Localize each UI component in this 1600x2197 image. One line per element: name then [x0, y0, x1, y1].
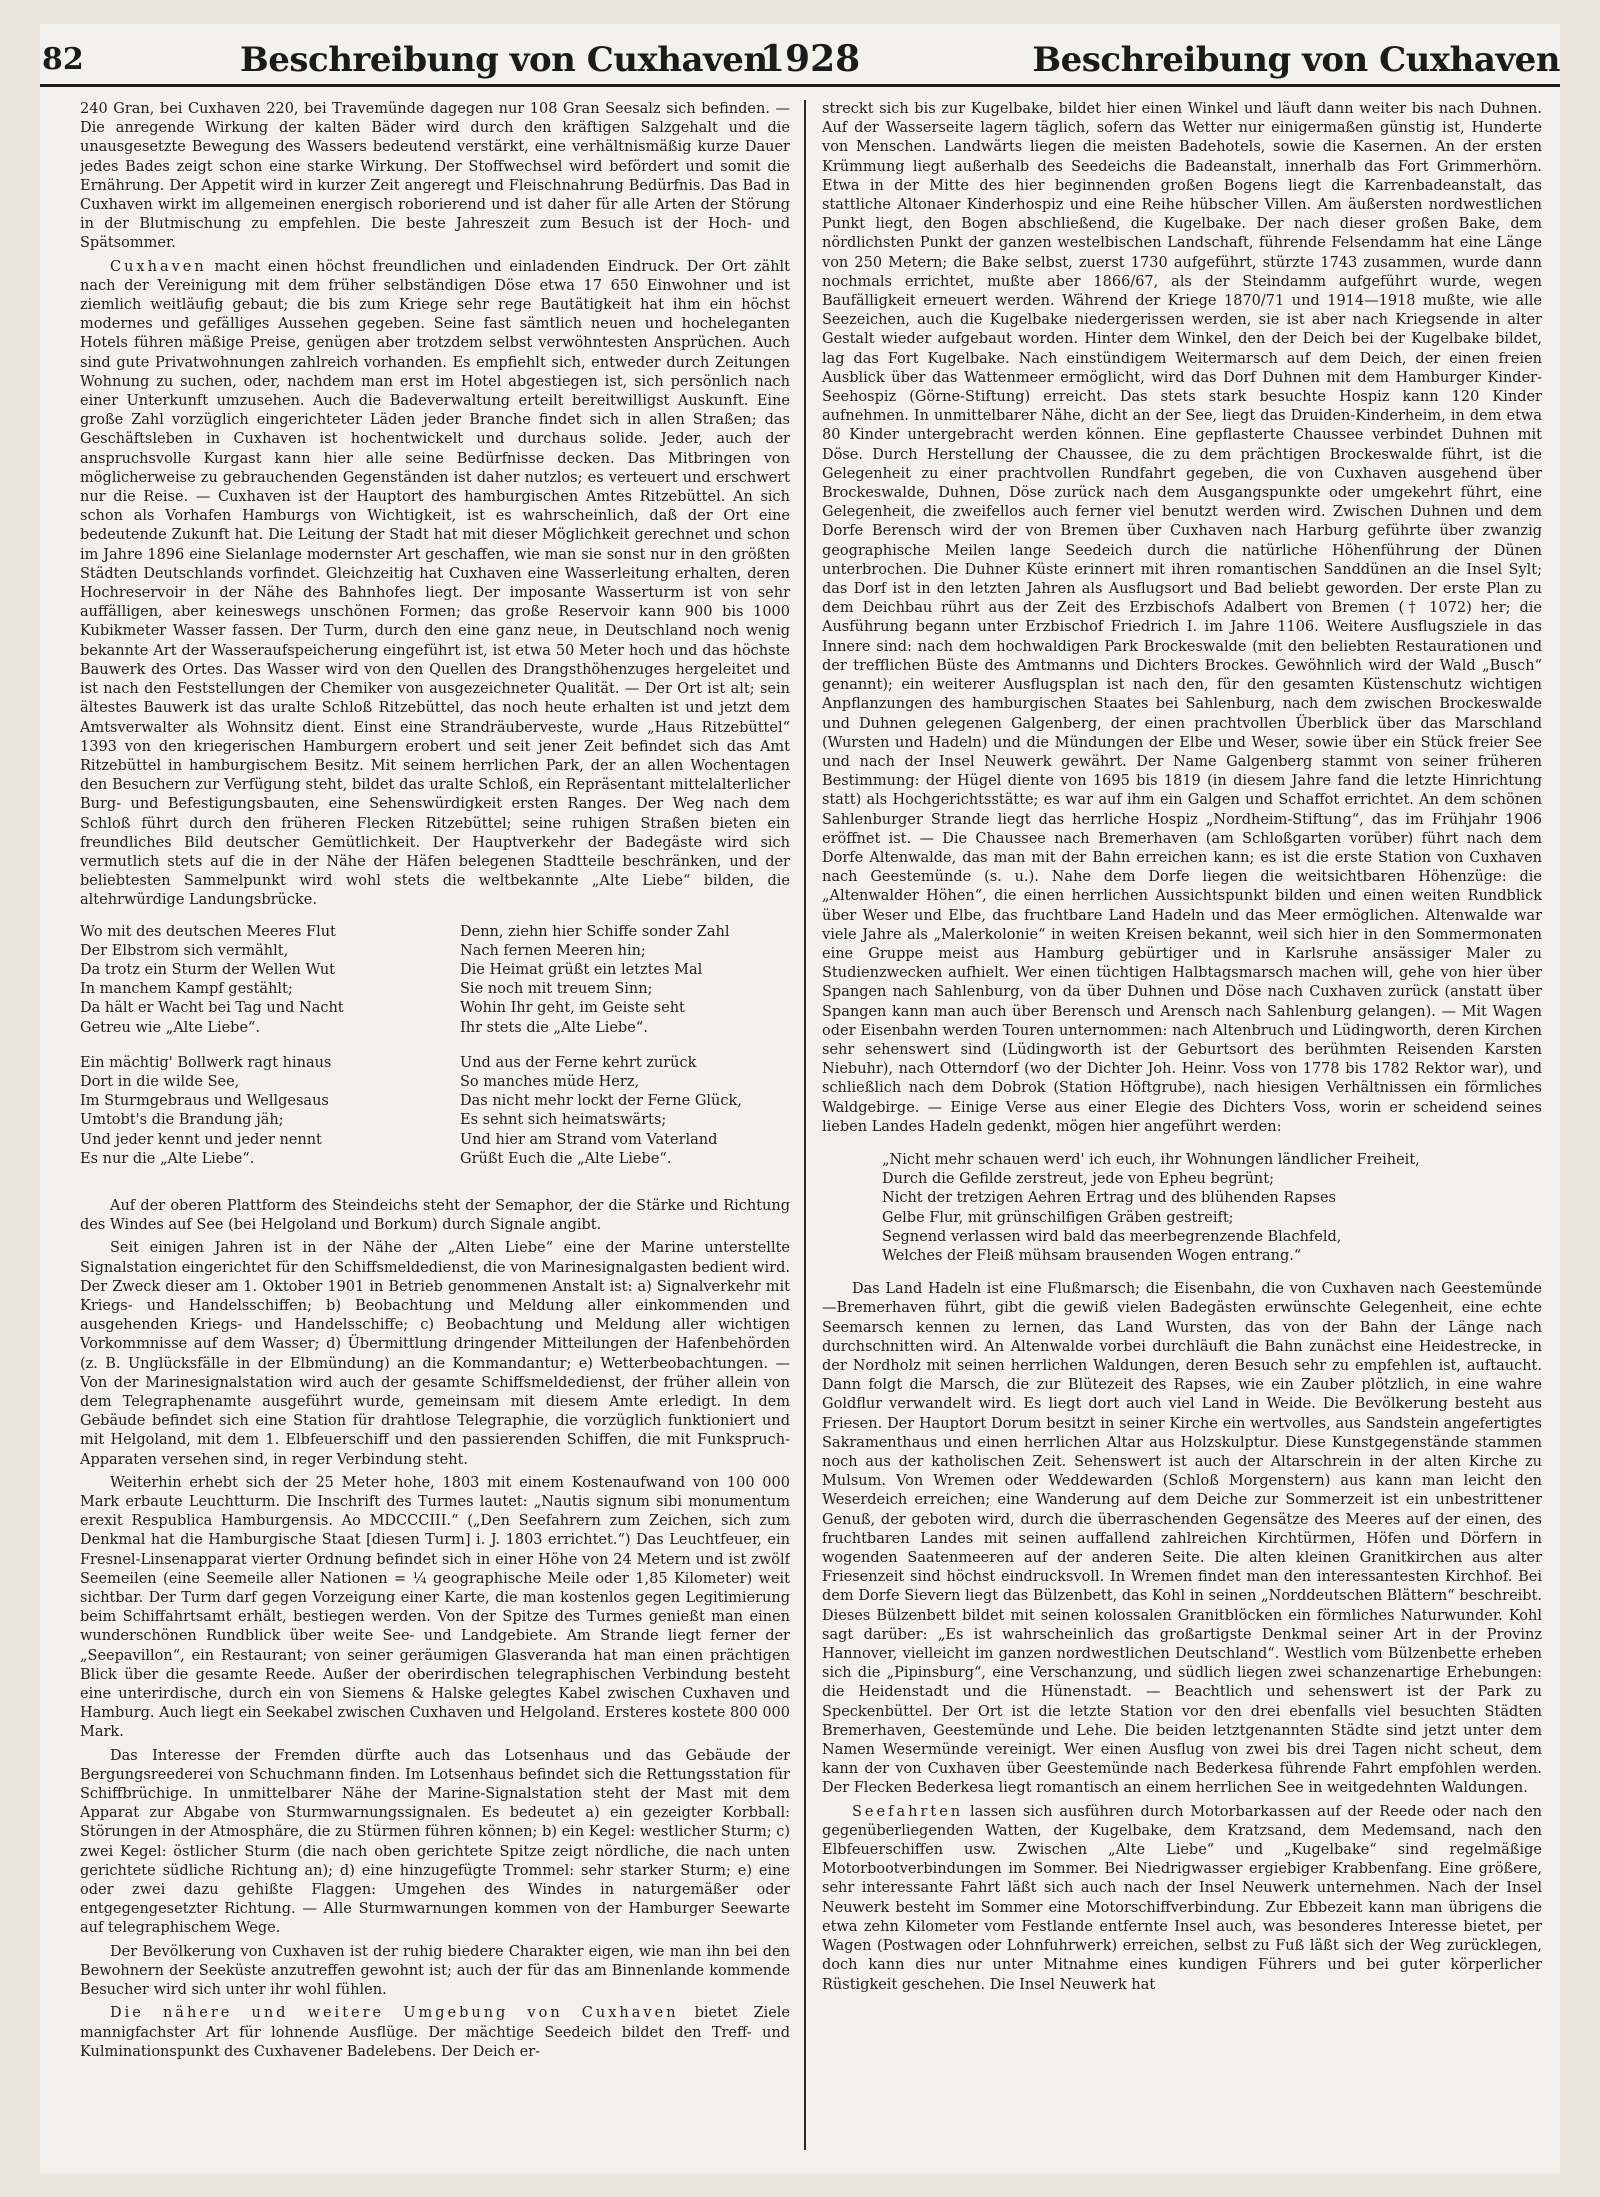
left-column — [80, 100, 790, 2160]
paragraph-seefahrten — [822, 1803, 1542, 1995]
poem-line: Es nur die „Alte Liebe“. — [80, 1150, 255, 1167]
lead-seefahrten: Seefahrten — [852, 1803, 964, 1820]
poem-line: Denn, ziehn hier Schiffe sonder Zahl — [460, 923, 730, 940]
poem-line: „Nicht mehr schauen werd' ich euch, ihr Wohnungen ländlicher Freiheit, — [882, 1151, 1420, 1168]
poem-line: Dort in die wilde See, — [80, 1073, 240, 1090]
poem-stanza — [80, 1054, 410, 1169]
poem-line: Umtobt's die Brandung jäh; — [80, 1112, 284, 1129]
poem-line: Wohin Ihr geht, im Geiste seht — [460, 1000, 685, 1017]
poem-stanza — [460, 923, 790, 1038]
poem-line: Durch die Gefilde zerstreut, jede von Epheu begrünt; — [882, 1171, 1274, 1188]
newspaper-page — [40, 24, 1560, 2174]
poem-line: Die Heimat grüßt ein letztes Mal — [460, 961, 703, 978]
paragraph-sea-salt: 240 Gran, bei Cuxhaven 220, bei Travemünde dagegen nur 108 Gran Seesalz sich befinden. — Die anregende Wirkung der kalten Bäder wird durch den kräftigen Salzgehalt und die unausgesetzte Bewegung des Wassers bedeutend verstärkt, eine verhältnismäßig kurze Dauer jedes Bades zeigt schon eine starke Wirkung. Der Stoffwechsel wird befördert und somit die Ernährung. Der Appetit wird in kurzer Zeit angeregt und Fleischnahrung Bedürfnis. Das Bad in Cuxhaven wirkt im allgemeinen energisch roborierend und ist daher für alle Arten der Störung in der Blutmischung zu empfehlen. Die beste Jahreszeit zum Besuch ist der Hoch- und Spätsommer. — [80, 101, 790, 252]
right-column — [822, 100, 1542, 2160]
poem-line: Welches der Fleiß mühsam brausenden Wogen entrang.“ — [882, 1247, 1302, 1264]
paragraph-lighthouse: Weiterhin erhebt sich der 25 Meter hohe, 1803 mit einem Kostenaufwand von 100 000 Mark erbaute Leuchtturm. Die Inschrift des Turmes lautet: „Nautis signum sibi monumentum erexit Respublica Hamburgensis. Ao MDCCCIII.“ („Den Seefahrern zum Zeichen, sich zum Denkmal hat die Hamburgische Staat [diesen Turm] i. J. 1803 errichtet.“) Das Leuchtfeuer, ein Fresnel-Linsenapparat vierter Ordnung befindet sich in einer Höhe von 24 Metern und ist zwölf Seemeilen (eine Seemeile aller Nationen = ¼ geographische Meile oder 1,85 Kilometer) weit sichtbar. Der Turm darf gegen Vorzeigung einer Karte, die man kostenlos gegen Legitimierung beim Schiffahrtsamt erhält, bestiegen werden. Von der Spitze des Turmes genießt man einen wunderschönen Rundblick über weite See- und Landgebiete. Am Strande liegt ferner der „Seepavillon“, ein Restaurant; von seiner geräumigen Glasveranda hat man einen prächtigen Blick über die gesamte Reede. Außer der oberirdischen telegraphischen Verbindung besteht eine unterirdische, durch ein von Siemens & Halske gelegtes Kabel zwischen Cuxhaven und Hamburg. Auch liegt ein Seekabel zwischen Cuxhaven und Helgoland. Ersteres kostete 800 000 Mark. — [80, 1474, 790, 1741]
poem-line: Sie noch mit treuem Sinn; — [460, 981, 653, 998]
poem-stanza — [80, 923, 410, 1038]
poem-voss-elegy — [882, 1151, 1542, 1266]
paragraph-seedeich: streckt sich bis zur Kugelbake, bildet hier einen Winkel und läuft dann weiter bis nach Duhnen. Auf der Wasserseite lagern täglich, sofern das Wetter nur einigermaßen günstig ist, Hunderte von Menschen. Landwärts liegen die meisten Badehotels, sowie die Kasernen. An der ersten Krümmung liegt außerhalb des Seedeichs die Badeanstalt, innerhalb das Fort Grimmerhörn. Etwa in der Mitte des hier beginnenden großen Bogens liegt die Karrenbadeanstalt, das stattliche Altonaer Kinderhospiz und eine Reihe hübscher Villen. Am äußersten nordwestlichen Punkt liegt, den Bogen abschließend, die Kugelbake. Der nach dieser großen Bake, dem nördlichsten Punkt der ganzen westelbischen Landschaft, führende Felsendamm hat eine Länge von 250 Metern; die Bake selbst, zuerst 1730 aufgeführt, stürzte 1743 zusammen, wurde dann nochmals errichtet, mußte aber 1866/67, als der Steindamm aufgeführt wurde, wegen Baufälligkeit erneuert werden. Während der Kriege 1870/71 und 1914—1918 mußte, wie alle Seezeichen, auch die Kugelbake niedergerissen werden, sie ist aber nach Kriegsende in alter Gestalt wieder aufgebaut worden. Hinter dem Winkel, den der Deich bei der Kugelbake bildet, lag das Fort Kugelbake. Nach einstündigem Weitermarsch auf dem Deich, der einen freien Ausblick über das Wattenmeer ermöglicht, wird das Dorf Duhnen mit dem Hamburger Kinder-Seehospiz (Görne-Stiftung) erreicht. Das stets stark besuchte Hospiz kann 120 Kinder aufnehmen. In unmittelbarer Nähe, dicht an der See, liegt das Druiden-Kinderheim, in dem etwa 80 Kinder untergebracht werden können. Eine gepflasterte Chaussee verbindet Duhnen mit Döse. Durch Herstellung der Chaussee, die zu dem prächtigen Brockeswalde führt, ist die Gelegenheit zu einer prachtvollen Rundfahrt gegeben, die von Cuxhaven ausgehend über Brockeswalde, Duhnen, Döse zurück nach dem Ausgangspunkte oder umgekehrt führt, eine Gelegenheit, die zweifellos auch ferner viel benutzt werden wird. Zwischen Duhnen und dem Dorfe Berensch wird der von Bremen über Cuxhaven nach Harburg geführte über zwanzig geographische Meilen lange Seedeich durch die natürliche Höhenführung der Dünen unterbrochen. Die Duhner Küste erinnert mit ihren romantischen Sanddünen an die Insel Sylt; das Dorf ist in den letzten Jahren als Ausflugsort und Bad beliebt geworden. Der erste Plan zu dem Deichbau rührt aus der Zeit des Erzbischofs Adalbert von Bremen († 1072) her; die Ausführung begann unter Erzbischof Friedrich I. im Jahre 1106. Weitere Ausflugsziele in das Innere sind: nach dem hochwaldigen Park Brockeswalde (mit den beliebten Restaurationen und der trefflichen Büste des Amtmanns und Dichters Brockes. Gewöhnlich wird der Wald „Busch“ genannt); ein weiterer Ausflugsplan ist nach den, für den gesamten Küstenschutz wichtigen Anpflanzungen des hamburgischen Staates bei Sahlenburg, nach dem zwischen Brockeswalde und Duhnen gelegenen Galgenberg, der einen prachtvollen Überblick über das Marschland (Wursten und Hadeln) und die Mündungen der Elbe und Weser, sowie über ein Stück freier See und nach der Insel Neuwerk gewährt. Der Name Galgenberg stammt von seiner früheren Bestimmung: der Hügel diente von 1695 bis 1819 (in diesem Jahre fand die letzte Hinrichtung statt) als Hochgerichtsstätte; es war auf ihm ein Galgen und Schaffot errichtet. An dem schönen Sahlenburger Strande liegt das herrliche Hospiz „Nordheim-Stiftung“, das im Frühjahr 1906 eröffnet ist. — Die Chaussee nach Bremerhaven (am Schloßgarten vorüber) führt nach dem Dorfe Altenwalde, das man mit der Bahn erreichen kann; es ist die erste Station von Cuxhaven nach Geestemünde (s. u.). Nahe dem Dorfe liegen die weitsichtbaren Höhenzüge: die „Altenwalder Höhen“, die einen herrlichen Aussichtspunkt bilden und einen weiten Rundblick über Weser und Elbe, das fruchtbare Land Hadeln und das Meer ermöglichen. Altenwalde war viele Jahre als „Malerkolonie“ in weiten Kreisen bekannt, weil sich hier in den Sommermonaten eine Gruppe meist aus Hamburg gebürtiger und in Karlsruhe ansässiger Maler zu Studienzwecken aufhielt. Wer einen tüchtigen Halbtagsmarsch machen will, gehe von hier über Spangen nach Sahlenburg, von da über Duhnen und Döse nach Cuxhaven zurück (anstatt über Spangen kann man auch über Berensch und Arensch nach Sahlenburg gelangen). — Mit Wagen oder Eisenbahn werden Touren unternommen: nach Altenbruch und Lüdingworth, deren Kirchen sehr sehenswert sind (Lüdingworth ist der Geburtsort des berühmten Reisenden Karsten Niebuhr), nach Otterndorf (wo der Dichter Joh. Heinr. Voss von 1778 bis 1782 Rektor war), und schließlich nach dem Dobrok (Station Höftgrube), nach hiesigen Verhältnissen ein förmliches Waldgebirge. — Einige Verse aus einer Elegie des Dichters Voss, worin er scheidend seines lieben Landes Hadeln gedenkt, mögen hier angeführt werden: — [822, 101, 1542, 1135]
poem-line: Da trotz ein Sturm der Wellen Wut — [80, 961, 335, 978]
poem-line: Im Sturmgebraus und Wellgesaus — [80, 1093, 329, 1110]
paragraph-seefahrten-text: lassen sich ausführen durch Motorbarkassen auf der Reede oder nach den gegenüberliegenden Watten, der Kugelbake, dem Kratzsand, dem Medemsand, nach den Elbfeuerschiffen usw. Zwischen „Alte Liebe“ und „Kugelbake“ sind regelmäßige Motorbootverbindungen im Sommer. Bei Niedrigwasser ergiebiger Krabbenfang. Eine größere, sehr interessante Fahrt läßt sich auch nach der Insel Neuwerk unternehmen. Nach der Insel Neuwerk besteht im Sommer eine Motorschiffverbindung. Zur Ebbezeit kann man übrigens die etwa zehn Kilometer vom Festlande entfernte Insel auch, was besonderes Interesse bietet, per Wagen (Postwagen oder Lohnfuhrwerk) erreichen, selbst zu Fuß läßt sich der Weg zurücklegen, doch kann dies nur unter Mitnahme eines kundigen Führers und bei guter körperlicher Rüstigkeit geschehen. Die Insel Neuwerk hat — [822, 1803, 1542, 1993]
poem-stanza — [460, 1054, 790, 1169]
poem-line: So manches müde Herz, — [460, 1073, 640, 1090]
poem-line: Und jeder kennt und jeder nennt — [80, 1131, 322, 1148]
poem-line: Grüßt Euch die „Alte Liebe“. — [460, 1150, 672, 1167]
poem-line: Nicht der tretzigen Aehren Ertrag und des blühenden Rapses — [882, 1190, 1336, 1207]
paragraph-surroundings — [80, 2004, 790, 2062]
paragraph-land-hadeln: Das Land Hadeln ist eine Flußmarsch; die Eisenbahn, die von Cuxhaven nach Geestemünde—Bremerhaven führt, gibt die gewiß vielen Badegästen erwünschte Gelegenheit, eine echte Seemarsch kennen zu lernen, das Land Wursten, das von der Bahn der Länge nach durchschnitten wird. An Altenwalde vorbei durchläuft die Bahn zunächst eine Heidestrecke, in der Nordholz mit seinen herrlichen Waldungen, deren Besuch sehr zu empfehlen ist, auftaucht. Dann folgt die Marsch, die zur Blütezeit des Rapses, wie ein Zauber plötzlich, in eine wahre Goldflur verwandelt wird. Es liegt dort auch viel Land in Weide. Die Bevölkerung besteht aus Friesen. Der Hauptort Dorum besitzt in seiner Kirche ein wertvolles, aus Sandstein angefertigtes Sakramenthaus und einen herrlichen Altar aus Holzskulptur. Diese Kunstgegenstände stammen noch aus der katholischen Zeit. Sehenswert ist auch der Altarschrein in der alten Kirche zu Mulsum. Von Wremen oder Weddewarden (Schloß Morgenstern) aus kann man leicht den Weserdeich erreichen; eine Wanderung auf dem Deiche zur Sommerzeit ist ein unbestrittener Genuß, der geboten wird, durch die überraschenden Gegensätze des Meeres auf der einen, des fruchtbaren Landes mit seinen auffallend zahlreichen Kirchtürmen, Höfen und Dörfern in wogenden Saatenmeeren auf der anderen Seite. Die alten kleinen Granitkirchen aus alter Friesenzeit sind höchst eindrucksvoll. In Wremen findet man den interessantesten Kirchhof. Bei dem Dorfe Sievern liegt das Bülzenbett, das Kohl in seinen „Norddeutschen Blättern“ beschreibt. Dieses Bülzenbett bildet mit seinen kolossalen Granitblöcken ein förmliches Naturwunder. Kohl sagt darüber: „Es ist wahrscheinlich das großartigste Denkmal seiner Art in der Provinz Hannover, vielleicht im ganzen nordwestlichen Deutschland“. Westlich vom Bülzenbette erheben sich die „Pipinsburg“, eine Verschanzung, und südlich liegen zwei schanzenartige Erhebungen: die Heidenstadt und die Hünenstadt. — Beachtlich und sehenswert ist der Park zu Speckenbüttel. Der Ort ist die letzte Station vor den drei ebenfalls viel besuchten Städten Bremerhaven, Geestemünde und Lehe. Die beiden letztgenannten Städte sind jetzt unter dem Namen Wesermünde vereinigt. Wer einen Ausflug von zwei bis drei Tagen nicht scheut, dem kann der von Cuxhaven über Geestemünde nach Bederkesa führende Fahrt empfohlen werden. Der Flecken Bederkesa liegt romantisch an einem herrlichen See in weitgedehnten Waldungen. — [822, 1281, 1542, 1797]
paragraph-cuxhaven-intro — [80, 258, 790, 911]
year-heading: 1928 — [760, 38, 861, 80]
poem-line: Ihr stets die „Alte Liebe“. — [460, 1019, 648, 1036]
poem-line: Da hält er Wacht bei Tag und Nacht — [80, 1000, 344, 1017]
lead-surroundings: Die nähere und weitere Umgebung von Cuxhaven — [110, 2005, 679, 2022]
paragraph-population: Der Bevölkerung von Cuxhaven ist der ruhig biedere Charakter eigen, wie man ihn bei den Bewohnern der Seeküste anzutreffen gewohnt ist; auch der für das am Binnenlande kommende Besucher wird sich unter ihr wohl fühlen. — [80, 1943, 790, 1999]
running-title-left: Beschreibung von Cuxhaven — [240, 40, 768, 80]
poem-line: Nach fernen Meeren hin; — [460, 942, 646, 959]
column-divider — [804, 100, 806, 2150]
poem-right-column — [460, 923, 790, 1185]
poem-line: Und aus der Ferne kehrt zurück — [460, 1054, 697, 1071]
poem-line: Wo mit des deutschen Meeres Flut — [80, 923, 336, 940]
paragraph-pilot-house: Das Interesse der Fremden dürfte auch das Lotsenhaus und das Gebäude der Bergungsreederei von Schuchmann finden. Im Lotsenhaus befindet sich die Rettungsstation für Schiffbrüchige. In unmittelbarer Nähe der Marine-Signalstation steht der Mast mit dem Apparat zur Abgabe von Sturmwarnungssignalen. Es bedeutet a) ein gezeigter Korbball: Störungen in der Atmosphäre, die zu Stürmen führen können; b) ein Kegel: westlicher Sturm; c) zwei Kegel: östlicher Sturm (die nach oben gerichtete Spitze zeigt nördliche, die nach unten gerichtete südliche Richtung an); d) eine hinzugefügte Trommel: sehr starker Sturm; e) eine oder zwei dazu gehißte Flaggen: Umgehen des Windes in naturgemäßer oder entgegengesetzter Richtung. — Alle Sturmwarnungen kommen von der Hamburger Seewarte auf telegraphischem Wege. — [80, 1747, 790, 1937]
paragraph-signal-station: Seit einigen Jahren ist in der Nähe der „Alten Liebe“ eine der Marine unterstellte Signalstation eingerichtet für den Schiffsmeldedienst, die von Marinesignalgasten bedient wird. Der Zweck dieser am 1. Oktober 1901 in Betrieb genommenen Anstalt ist: a) Signalverkehr mit Kriegs- und Handelsschiffen; b) Beobachtung und Meldung aller einkommenden und ausgehenden Kriegs- und Handelsschiffe; c) Beobachtung und Meldung aller wichtigen Vorkommnisse auf dem Wasser; d) Übermittlung dringender Mitteilungen der Hafenbehörden (z. B. Unglücksfälle in der Elbmündung) an die Kommandantur; e) Wetterbeobachtungen. — Von der Marinesignalstation wird auch der gesamte Schiffsmeldedienst, der früher allein von dem Telegraphenamte ausgeführt wurde, gemeinsam mit diesem Amte erledigt. In dem Gebäude befindet sich eine Station für drahtlose Telegraphie, die vorzüglich funktioniert und mit Helgoland, mit dem 1. Elbfeuerschiff und den passierenden Schiffen, die mit Funkspruch-Apparaten versehen sind, in reger Verbindung steht. — [80, 1240, 790, 1468]
poem-line: Das nicht mehr lockt der Ferne Glück, — [460, 1093, 742, 1110]
poem-line: Der Elbstrom sich vermählt, — [80, 942, 289, 959]
poem-line: Gelbe Flur, mit grünschilfigen Gräben gestreift; — [882, 1209, 1234, 1226]
poem-line: In manchem Kampf gestählt; — [80, 981, 293, 998]
poem-line: Ein mächtig' Bollwerk ragt hinaus — [80, 1054, 332, 1071]
page-number: 82 — [42, 42, 84, 77]
poem-line: Und hier am Strand vom Vaterland — [460, 1131, 718, 1148]
poem-left-column — [80, 923, 410, 1185]
poem-line: Getreu wie „Alte Liebe“. — [80, 1019, 261, 1036]
paragraph-semaphor: Auf der oberen Plattform des Steindeichs steht der Semaphor, der die Stärke und Richtung des Windes auf See (bei Helgoland und Borkum) durch Signale angibt. — [80, 1197, 790, 1234]
paragraph-cuxhaven-text: macht einen höchst freundlichen und einladenden Eindruck. Der Ort zählt nach der Vereinigung mit dem früher selbständigen Döse etwa 17 650 Einwohner und ist ziemlich weitläufig gebaut; die bis zum Kriege sehr rege Bautätigkeit hat ihm ein höchst modernes und gefälliges Aussehen gegeben. Seine fast sämtlich neuen und hocheleganten Hotels führen mäßige Preise, genügen aber trotzdem selbst verwöhntesten Ansprüchen. Auch sind gute Privatwohnungen zahlreich vorhanden. Es empfiehlt sich, entweder durch Zeitungen Wohnung zu suchen, oder, nachdem man erst im Hotel abgestiegen ist, sich persönlich nach einer Unterkunft umzusehen. Auch die Badeverwaltung erteilt bereitwilligst Auskunft. Eine große Zahl vorzüglich eingerichteter Läden jeder Branche findet sich in allen Straßen; das Geschäftsleben in Cuxhaven ist hochentwickelt und durchaus solide. Jeder, auch der anspruchsvolle Kurgast kann hier alle seine Bedürfnisse decken. Das Mitbringen von möglicherweise zu gebrauchenden Gegenständen ist daher nutzlos; es verteuert und erschwert nur die Reise. — Cuxhaven ist der Hauptort des hamburgischen Amtes Ritzebüttel. An sich schon als Vorhafen Hamburgs von Wichtigkeit, ist es wahrscheinlich, daß der Ort eine bedeutende Zukunft hat. Die Leitung der Stadt hat mit dieser Möglichkeit gerechnet und schon im Jahre 1896 eine Sielanlage modernster Art geschaffen, wie man sie sonst nur in den größten Städten Deutschlands vorfindet. Gleichzeitig hat Cuxhaven eine Wasserleitung erhalten, deren Hochreservoir in der Nähe des Bahnhofes liegt. Der imposante Wasserturm ist von sehr auffälligen, aber keineswegs unschönen Formen; das große Reservoir kann 900 bis 1000 Kubikmeter Wasser fassen. Der Turm, durch den eine ganz neue, in Deutschland noch wenig bekannte Art der Wasseraufspeicherung eingeführt ist, ist etwa 50 Meter hoch und das höchste Bauwerk des Ortes. Das Wasser wird von den Quellen des Drangsthöhenzuges hergeleitet und ist nach den Feststellungen der Chemiker von ausgezeichneter Qualität. — Der Ort ist alt; sein ältestes Bauwerk ist das uralte Schloß Ritzebüttel, das noch heute erhalten ist und jetzt dem Amtsverwalter als Wohnsitz dient. Einst eine Strandräuberveste, wurde „Haus Ritzebüttel“ 1393 von den kriegerischen Hamburgern erobert und seit jener Zeit befindet sich das Amt Ritzebüttel in hamburgischem Besitz. Mit seinem herrlichen Park, der an allen Wochentagen den Besuchern zur Verfügung steht, bildet das uralte Schloß, ein Repräsentant mittelalterlicher Burg- und Befestigungsbauten, eine Sehenswürdigkeit ersten Ranges. Der Weg nach dem Schloß führt durch den früheren Flecken Ritzebüttel; seine ruhigen Straßen bieten ein freundliches Bild deutscher Gemütlichkeit. Der Hauptverkehr der Badegäste wird sich vermutlich stets auf die in der Nähe der Häfen belegenen Stadtteile beschränken, und der beliebtesten Sammelpunkt wird wohl stets die weltbekannte „Alte Liebe“ bilden, die altehrwürdige Landungsbrücke. — [80, 258, 790, 909]
poem-line: Segnend verlassen wird bald das meerbegrenzende Blachfeld, — [882, 1228, 1342, 1245]
paragraph-surroundings-text: bietet Ziele mannigfachster Art für lohnende Ausflüge. Der mächtige Seedeich bildet den Treff- und Kulminationspunkt des Cuxhavener Badelebens. Der Deich er- — [80, 2005, 790, 2060]
poem-line: Es sehnt sich heimatswärts; — [460, 1112, 667, 1129]
lead-cuxhaven: Cuxhaven — [110, 258, 207, 275]
running-title-right: Beschreibung von Cuxhaven — [1032, 40, 1560, 80]
poem-alte-liebe — [80, 923, 790, 1185]
page-header — [40, 24, 1560, 87]
